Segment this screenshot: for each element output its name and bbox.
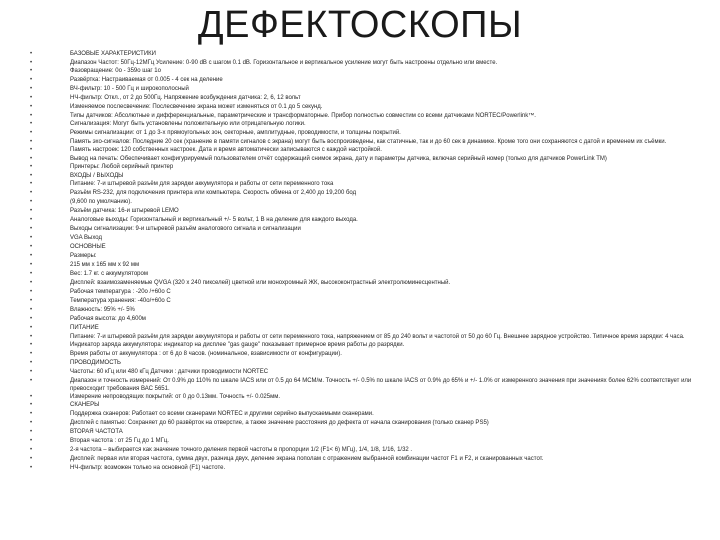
list-item: [30, 428, 706, 437]
list-item-text: (9,600 по умолчанию).: [70, 199, 132, 206]
bullet-icon: •: [30, 181, 33, 188]
bullet-icon: •: [30, 85, 33, 92]
list-item-text: НЧ-фильтр: Откл., от 2 до 500Гц. Напряжение возбуждения датчика: 2, 6, 12 вольт: [70, 94, 301, 101]
bullet-icon: •: [30, 217, 33, 224]
list-item-text: Типы датчиков: Абсолютные и дифференциальные, параметрические и трансформаторные. Прибор полностью совместим со всеми датчиками NORTEC/Powerlink™.: [70, 112, 536, 119]
bullet-icon: •: [30, 138, 33, 145]
list-item-text: Режимы сигнализации: от 1 до 3-х прямоугольных зон, секторные, амплитудные, проводимости, и толщины покрытий.: [70, 129, 401, 136]
list-item-text: Время работы от аккумулятора : от 6 до 8 часов. (номинальное, взависимости от конфигурации).: [70, 350, 342, 357]
list-item: [30, 288, 706, 297]
list-item: [30, 419, 706, 428]
list-item-text: Поддержка сканеров: Работает со всеми сканерами NORTEC и другими серийно выпускаемыми сканерами.: [70, 411, 374, 418]
bullet-icon: •: [30, 94, 33, 101]
list-item: [30, 341, 706, 350]
list-item: [30, 377, 706, 393]
list-item: [30, 243, 706, 252]
list-item: [30, 464, 706, 472]
list-item-text: Вывод на печать: Обеспечивает конфигурируемый пользователем отчёт содержащий снимок экрана, дату и параметры датчика, включая серийный номер (только для датчиков PowerLink TM): [70, 155, 607, 162]
list-item: [30, 368, 706, 377]
list-item-text: ПРОВОДИМОСТЬ: [70, 359, 121, 366]
list-item: [30, 333, 706, 341]
list-item-text: Измерение непроводящих покрытий: от 0 до 0.13мм. Точность +/- 0.025мм.: [70, 393, 280, 400]
list-item-text: Принтеры: Любой серийный принтер: [70, 163, 174, 170]
list-item: [30, 410, 706, 419]
list-item-text: Дисплей: взаимозаменяемые QVGA (320 х 240 пикселей) цветной или монохромный ЖК, высококонтрастный электролюминесцентный.: [70, 279, 451, 286]
bullet-icon: •: [30, 288, 33, 295]
bullet-icon: •: [30, 262, 33, 269]
bullet-icon: •: [30, 67, 33, 74]
list-item-text: Сигнализация: Могут быть установлены положительную или отрицательную логики.: [70, 120, 306, 127]
list-item: [30, 59, 706, 67]
list-item: [30, 455, 706, 464]
list-item-text: СКАНЕРЫ: [70, 402, 100, 409]
list-item-text: Диапазон Частот: 50Гц-12МГц Усиление: 0-90 dB с шагом 0.1 dB. Горизонтальное и вертикальное усиление могут быть настроены отдельно или вместе.: [70, 59, 498, 66]
list-item-text: Вторая частота : от 25 Гц до 1 МГц.: [70, 438, 169, 445]
list-item-text: Рабочая температура : -20о /+60о С: [70, 288, 171, 295]
list-item-text: ВЧ-фильтр: 10 - 500 Гц и широкополосный: [70, 85, 189, 92]
bullet-icon: •: [30, 172, 33, 179]
list-item: [30, 324, 706, 333]
bullet-icon: •: [30, 226, 33, 233]
bullet-icon: •: [30, 208, 33, 215]
bullet-icon: •: [30, 393, 33, 400]
page-title: ДЕФЕКТОСКОПЫ: [197, 4, 523, 46]
list-item: [30, 216, 706, 225]
list-item-text: Память настроек: 120 собственных настроек. Дата и время автоматически записываются с каждой настройкой.: [70, 146, 382, 153]
list-item-text: Развёртка: Настраиваемая от 0.005 - 4 сек на деление: [70, 76, 223, 83]
list-item-text: Разъём датчика: 16-и штыревой LEMO: [70, 208, 179, 215]
bullet-icon: •: [30, 190, 33, 197]
list-item-text: Дисплей с памятью: Сохраняет до 60 развёрток на отверстие, а также значение расстояния до дефекта от начала сканирования (только сканер PS5): [70, 420, 489, 427]
list-item-text: 215 мм х 165 мм х 92 мм: [70, 262, 140, 269]
list-item-text: Память эхо-сигналов: Последние 20 сек (хранение в памяти сигналов с экрана) могут быть воспроизведены, как статичные, так и до 60 сек в динамике. Кроме того они сохраняются с датой и временем их съёмки.: [70, 138, 667, 145]
bullet-icon: •: [30, 59, 33, 66]
list-item-text: Индикатор заряда аккумулятора: индикатор на дисплее "gas gauge" показывает примерное время работы до разрядки.: [70, 341, 405, 348]
bullet-icon: •: [30, 350, 33, 357]
bullet-icon: •: [30, 163, 33, 170]
list-item: [30, 306, 706, 315]
bullet-icon: •: [30, 297, 33, 304]
bullet-icon: •: [30, 456, 33, 463]
bullet-icon: •: [30, 465, 33, 472]
list-item: [30, 225, 706, 234]
list-item-text: 2-я частота – выбирается как значение точного деления первой частоты в пропорции 1/2 (F1< 6) МГц), 1/4, 1/8, 1/16, 1/32 .: [70, 447, 413, 454]
list-item-text: Частоты: 60 кГц или 480 кГц Датчики : датчики проводимости NORTEC: [70, 368, 269, 375]
list-item: [30, 198, 706, 207]
list-item-text: Рабочая высота: до 4,600м: [70, 315, 146, 322]
bullet-icon: •: [30, 324, 33, 331]
list-item: [30, 94, 706, 103]
bullet-icon: •: [30, 359, 33, 366]
bullet-icon: •: [30, 199, 33, 206]
bullet-icon: •: [30, 129, 33, 136]
list-item-text: Аналоговые выходы: Горизонтальный и вертикальный +/- 5 вольт, 1 В на деление для каждого выхода.: [70, 217, 358, 224]
list-item: [30, 163, 706, 172]
list-item-text: Выходы сигнализации: 9-и штыревой разъём аналогового сигнала и сигнализации: [70, 226, 301, 233]
list-item-text: Питание: 7-и штыревой разъём для зарядки аккумулятора и работы от сети переменного тока: [70, 181, 334, 188]
bullet-icon: •: [30, 333, 33, 340]
list-item: [30, 401, 706, 410]
bullet-icon: •: [30, 146, 33, 153]
list-item: [30, 120, 706, 129]
list-item: [30, 297, 706, 306]
list-item: [30, 146, 706, 155]
list-item: [30, 180, 706, 189]
list-item: [30, 437, 706, 446]
list-item-text: ПИТАНИЕ: [70, 324, 99, 331]
list-item: [30, 359, 706, 368]
bullet-icon: •: [30, 271, 33, 278]
bullet-icon: •: [30, 438, 33, 445]
list-item-text: Температура хранения: -40о/+60о С: [70, 297, 171, 304]
list-item: [30, 138, 706, 146]
list-item: [30, 393, 706, 402]
bullet-icon: •: [30, 155, 33, 162]
bullet-icon: •: [30, 411, 33, 418]
bullet-icon: •: [30, 429, 33, 436]
list-item-text: НЧ-фильтр: возможен только на основной (F1) частоте.: [70, 465, 226, 472]
list-item-text: Изменяемое послесвечение: Послесвечение экрана может изменяться от 0.1 до 5 секунд.: [70, 103, 323, 110]
list-item: [30, 446, 706, 455]
list-item-text: Дисплей: первая или вторая частота, сумма двух, разница двух, деление экрана пополам с отражением выбранной комбинации частот F1 и F2, и сканированных частот.: [70, 456, 544, 463]
list-item-text: ВХОДЫ / ВЫХОДЫ: [70, 172, 124, 179]
list-item: [30, 279, 706, 288]
list-item: [30, 50, 706, 59]
list-item: [30, 85, 706, 94]
list-item-text: Фазовращение: 0о - 359о шаг 1о: [70, 67, 161, 74]
list-item-text: Разъём RS-232, для подключения принтера или компьютера. Скорость обмена от 2,400 до 19,200 бод: [70, 190, 357, 197]
bullet-icon: •: [30, 253, 33, 260]
list-item: [30, 350, 706, 359]
bullet-icon: •: [30, 244, 33, 251]
list-item-text: Диапазон и точность измерений: От 0.9% до 110% по шкале IACS или от 0.5 до 64 МСМ/м. Точность +/- 0.5% по шкале IACS от 0.9% до 65% и +/- 1.0% от измеренного значения при значениях более 62% соответствует или превосходит требования ВАС 5651.: [70, 377, 692, 392]
list-item: [30, 112, 706, 120]
bullet-icon: •: [30, 447, 33, 454]
bullet-icon: •: [30, 279, 33, 286]
spec-list: [30, 50, 706, 472]
list-item-text: VGA Выход: [70, 235, 102, 242]
bullet-icon: •: [30, 76, 33, 83]
list-item: [30, 189, 706, 198]
bullet-icon: •: [30, 235, 33, 242]
list-item: [30, 155, 706, 163]
bullet-icon: •: [30, 420, 33, 427]
list-item-text: ОСНОВНЫЕ: [70, 244, 106, 251]
list-item: [30, 234, 706, 243]
list-item-text: ВТОРАЯ ЧАСТОТА: [70, 429, 123, 436]
list-item: [30, 103, 706, 112]
bullet-icon: •: [30, 306, 33, 313]
list-item-text: Вес: 1.7 кг. с аккумулятором: [70, 271, 148, 278]
bullet-icon: •: [30, 377, 33, 384]
bullet-icon: •: [30, 112, 33, 119]
bullet-icon: •: [30, 51, 33, 57]
bullet-icon: •: [30, 368, 33, 375]
bullet-icon: •: [30, 315, 33, 322]
list-item: [30, 315, 706, 324]
list-item-text: Питание: 7-и штыревой разъём для зарядки аккумулятора и работы от сети переменного тока, напряжением от 85 до 240 вольт и частотой от 50 до 60 Гц. Внешнее зарядное устройство. Типичное время зарядки: 4 часа.: [70, 333, 685, 340]
list-item: [30, 261, 706, 270]
list-item: [30, 172, 706, 181]
list-item: [30, 76, 706, 85]
list-item: [30, 252, 706, 261]
list-item-text: Размеры:: [70, 253, 97, 260]
list-item: [30, 207, 706, 216]
list-item: [30, 270, 706, 279]
list-item-text: Влажность: 95% +/- 5%: [70, 306, 135, 313]
bullet-icon: •: [30, 103, 33, 110]
list-item-text: БАЗОВЫЕ ХАРАКТЕРИСТИКИ: [70, 51, 156, 57]
list-item: [30, 129, 706, 138]
bullet-icon: •: [30, 402, 33, 409]
bullet-icon: •: [30, 120, 33, 127]
bullet-icon: •: [30, 341, 33, 348]
list-item: [30, 67, 706, 76]
